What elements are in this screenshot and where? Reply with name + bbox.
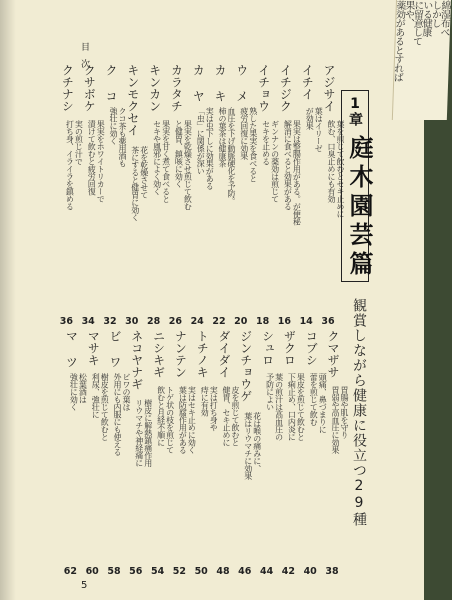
entry-description: 蕾を煎じて飲む <box>309 373 319 426</box>
entry-title: イチョウ <box>256 64 271 112</box>
chapter-label: 1章 <box>347 96 363 126</box>
entry-title: クチナシ <box>60 64 75 112</box>
entry-description: 果実をホワイトリカーで <box>96 120 106 203</box>
entry-title: アジサイ <box>322 64 336 112</box>
entry-title: マサキ <box>86 330 101 366</box>
entry-page-number: 58 <box>107 566 121 577</box>
entry-description: 果皮を煎じて飲むと <box>296 373 306 441</box>
entry-title: マ ツ <box>64 330 79 368</box>
entry-description: 花は喉の痛みに、 <box>252 412 262 472</box>
entry-description: 「虫」に関係が深い <box>196 107 206 175</box>
adjacent-page-text: 果や、 <box>402 0 414 27</box>
entry-page-number: 16 <box>277 316 291 327</box>
entry-description: 柿の葉茶は健康茶 <box>218 107 227 167</box>
adjacent-page <box>392 0 451 120</box>
entry-description: 下痢止め、口内炎に <box>287 373 297 441</box>
entry-page-number: 24 <box>190 316 204 327</box>
entry-title: ナンテン <box>173 330 188 378</box>
entry-page-number: 32 <box>103 316 117 327</box>
entry-description: 葉を煎じて飲むとセキ止めに <box>336 120 345 218</box>
entry-description: 果実は整腸作用がある。が便秘 <box>292 120 302 225</box>
entry-description: 実は虫下しに効果がある <box>205 107 215 190</box>
entry-description: 実は打ち身や <box>209 386 219 431</box>
entry-page-number: 30 <box>125 316 139 327</box>
entry-description: 健胃、セキ止めに <box>222 386 231 446</box>
entry-description: 樹皮を煎じて飲むと <box>100 373 110 441</box>
entry-page-number: 40 <box>303 566 317 577</box>
entry-title: キンモクセイ <box>125 64 140 136</box>
chapter-title: 庭木園芸篇 <box>345 135 373 280</box>
entry-page-number: 52 <box>172 566 186 577</box>
adjacent-page-text: に留意して <box>410 0 423 45</box>
entry-page-number: 34 <box>81 316 95 327</box>
entry-title: ウ メ <box>234 64 249 102</box>
entry-title: カラタチ <box>169 64 184 112</box>
entry-title: ビ ワ <box>108 330 122 368</box>
entry-title: ジンチョウゲ <box>238 330 253 402</box>
entry-page-number: 28 <box>146 316 161 327</box>
page-number: 5 <box>81 580 88 591</box>
entry-page-number: 60 <box>85 566 99 577</box>
entry-title: ダイダイ <box>217 330 231 378</box>
entry-title: イチジク <box>278 64 293 112</box>
entry-title: カ ヤ <box>191 64 206 102</box>
entry-description: ビワの葉は <box>122 373 131 411</box>
entry-description: 皮を煎じて飲むと <box>231 386 240 446</box>
entry-page-number: 20 <box>234 316 248 327</box>
entry-title: カ キ <box>213 64 227 102</box>
entry-description: 胃腸や肌を守り <box>340 386 349 439</box>
entry-description: 花を乾燥させて <box>139 146 149 199</box>
entry-page-number: 36 <box>59 316 73 327</box>
entry-description: セキを止める <box>261 120 271 165</box>
entry-description: 痔に有効 <box>200 386 210 416</box>
entry-page-number: 50 <box>194 566 208 577</box>
entry-page-number: 56 <box>129 566 143 577</box>
entry-title: トチノキ <box>195 330 210 378</box>
entry-page-number: 26 <box>168 316 182 327</box>
entry-title: キンカン <box>147 64 162 112</box>
entry-description: が効果 <box>305 107 315 130</box>
entry-description: 強壮に効く <box>109 107 118 145</box>
entry-description: 予防によい <box>265 373 275 411</box>
entry-description: 疲労回復に効果 <box>239 107 249 160</box>
entry-title: クマザサ <box>326 330 340 378</box>
entry-description: 葉の煎汁は高血圧の <box>274 373 284 441</box>
entry-page-number: 22 <box>212 316 226 327</box>
page-shadow <box>0 0 16 600</box>
entry-page-number: 36 <box>321 316 335 327</box>
entry-description: 強壮に効く <box>69 373 79 411</box>
entry-description: 実の煎じ汁で <box>74 120 84 165</box>
entry-description: 葉は防腐作用がある <box>178 386 188 454</box>
entry-page-number: 44 <box>259 566 274 577</box>
entry-description: 飲むと月経不順に <box>156 386 166 446</box>
entry-title: ネコヤナギ <box>129 330 144 390</box>
entry-description: 茶にすると健胃に効く <box>130 146 140 221</box>
entry-description: 頭痛、鼻づまりに <box>318 373 328 433</box>
entry-page-number: 46 <box>238 566 252 577</box>
adjacent-page-text: 綿湿布べ <box>437 0 450 36</box>
adjacent-page-text: しかし <box>429 0 441 27</box>
entry-description: 胃弱や高血圧に効果 <box>331 386 340 454</box>
entry-description: 熟した果実を食べると <box>248 107 258 182</box>
entry-title: クサボケ <box>82 64 97 112</box>
entry-title: シュロ <box>260 330 275 366</box>
entry-description: と健胃、鎮咳に効く <box>174 120 184 188</box>
entry-description: 血圧を下げ動脈硬化を予防。 <box>227 107 236 205</box>
entry-description: 葉はリウマチに効果 <box>243 412 253 480</box>
entry-description: 解消に食べると効果がある <box>283 120 293 210</box>
entry-description: セキや風邪によく効く <box>152 120 162 195</box>
entry-description: トゲ状の枝を煎じて <box>165 386 175 454</box>
entry-description: 飲む、口臭止めにも有効 <box>327 120 336 203</box>
entry-description: ギンナンの薬効は煎じて <box>270 120 280 203</box>
chapter-description: 観賞しながら健康に役立つ29種 <box>351 298 367 527</box>
entry-page-number: 48 <box>216 566 230 577</box>
entry-description: 実はセキ止めに効く <box>187 386 197 454</box>
entry-description: 葉はイリーゼ <box>314 107 324 152</box>
contents-heading: 目次 <box>79 42 89 76</box>
entry-description: 利尿、強壮に <box>91 373 101 418</box>
entry-description: 打ち身、イライラを鎮める <box>65 120 75 210</box>
entry-description: 果実を甘く煮て食べると <box>161 120 171 203</box>
entry-page-number: 62 <box>63 566 77 577</box>
entry-description: 漬けて飲むと疲労回復 <box>87 120 97 195</box>
adjacent-page-text: 薬効があるとすれば <box>391 0 405 81</box>
entry-page-number: 18 <box>255 316 270 327</box>
entry-description: 松葉酒は <box>78 373 88 403</box>
entry-description: リウマチや神経痛に <box>134 399 144 467</box>
entry-page-number: 38 <box>325 566 339 577</box>
entry-title: ク コ <box>104 64 118 102</box>
entry-title: ニシキギ <box>151 330 166 378</box>
adjacent-page-text: いる健康 <box>419 0 432 36</box>
entry-title: イチイ <box>300 64 315 100</box>
entry-title: コブシ <box>304 330 319 366</box>
entry-title: ザクロ <box>282 330 297 366</box>
entry-page-number: 54 <box>150 566 165 577</box>
entry-description: 果実を乾燥させ煎じて飲む <box>183 120 193 210</box>
entry-page-number: 14 <box>299 316 313 327</box>
entry-description: 樹皮に解熱鎮痛作用 <box>143 399 153 467</box>
entry-description: 外用にも内服にも使える <box>113 373 122 456</box>
entry-description: クコ茶も薬用酒も <box>118 107 127 167</box>
entry-page-number: 42 <box>281 566 295 577</box>
